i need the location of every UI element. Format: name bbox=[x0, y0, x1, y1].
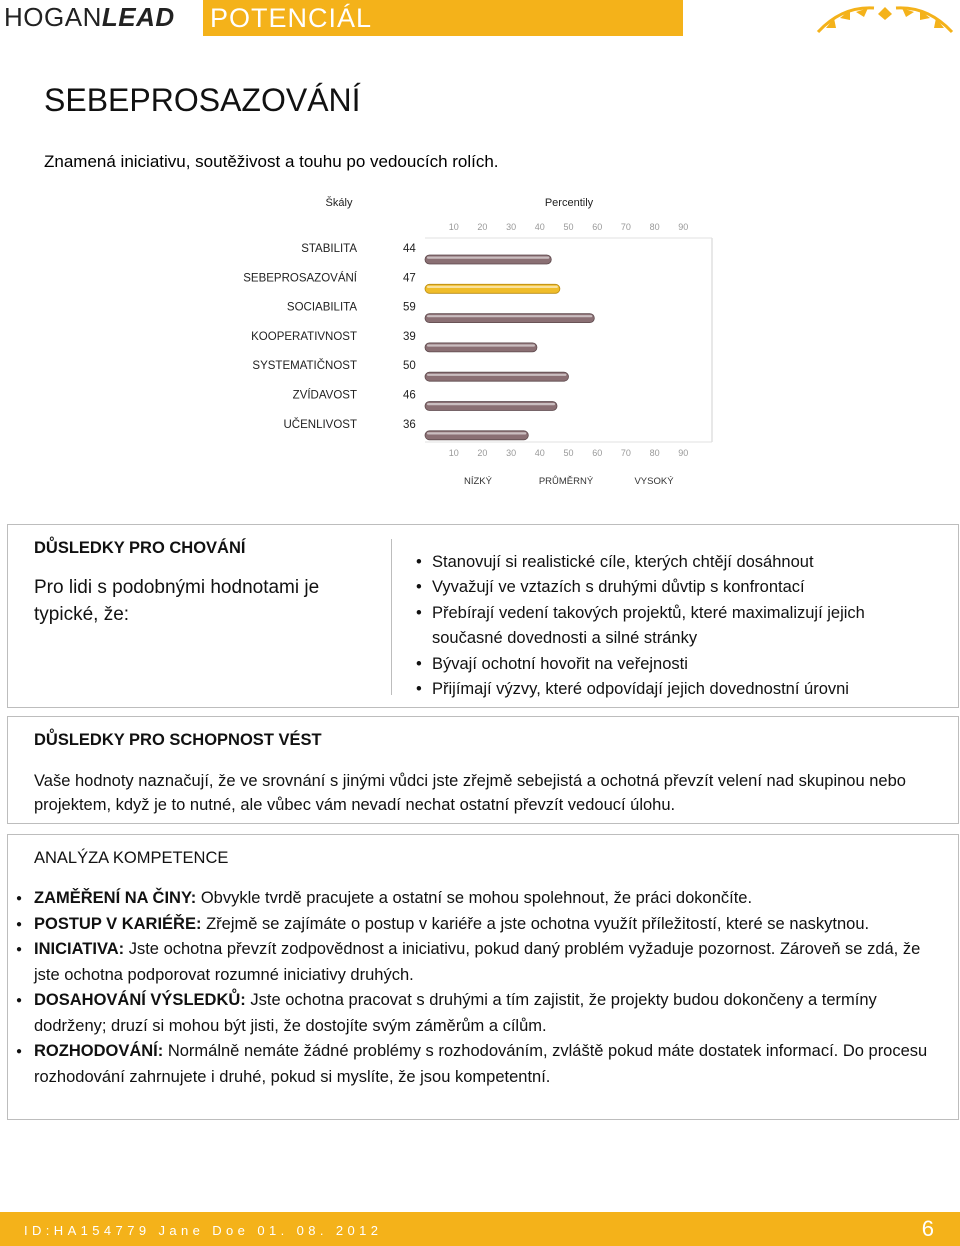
list-item bbox=[34, 912, 939, 938]
behavior-implications-box bbox=[7, 524, 959, 708]
tick-label: 50 bbox=[563, 222, 574, 232]
leadership-implications-box bbox=[7, 716, 959, 824]
percentiles-header: Percentily bbox=[544, 197, 594, 209]
percentile-chart bbox=[0, 188, 960, 488]
band-label: PRŮMĚRNÝ bbox=[538, 476, 594, 487]
brand-suffix: LEAD bbox=[101, 2, 175, 32]
tick-label: 20 bbox=[477, 448, 488, 458]
band-label: VYSOKÝ bbox=[634, 476, 674, 487]
bar bbox=[425, 402, 557, 411]
bar-highlight bbox=[427, 257, 549, 259]
tick-label: 10 bbox=[448, 222, 459, 232]
list-item: • Vyvažují ve vztazích s druhými důvtip s konfrontací bbox=[416, 575, 936, 600]
list-item bbox=[34, 988, 939, 1039]
tick-label: 80 bbox=[649, 448, 660, 458]
leadership-heading: DŮSLEDKY PRO SCHOPNOST VÉST bbox=[34, 731, 322, 749]
bar bbox=[425, 314, 594, 323]
scale-value: 59 bbox=[403, 301, 416, 314]
scale-value: 44 bbox=[403, 243, 416, 255]
competency-label: ROZHODOVÁNÍ: bbox=[34, 1042, 164, 1060]
list-item: • Přijímají výzvy, které odpovídají jejich dovednostní úrovni bbox=[416, 677, 936, 702]
scale-label: SOCIABILITA bbox=[286, 301, 357, 314]
list-item: • Stanovují si realistické cíle, kterých chtějí dosáhnout bbox=[416, 550, 936, 575]
page-number: 6 bbox=[921, 1216, 934, 1241]
competency-analysis-box bbox=[7, 834, 959, 1120]
bar-highlight bbox=[427, 344, 535, 346]
tick-label: 30 bbox=[506, 222, 517, 232]
laurel-logo-icon bbox=[812, 2, 958, 38]
competency-text: Jste ochotna převzít zodpovědnost a iniciativu, pokud daný problém vyžaduje pozornost. Zároveň se zdá, že jste ochotna podporovat rozumné iniciativy druhých. bbox=[34, 940, 921, 984]
competency-heading: ANALÝZA KOMPETENCE bbox=[34, 849, 229, 867]
tick-label: 80 bbox=[649, 222, 660, 232]
behavior-heading: DŮSLEDKY PRO CHOVÁNÍ bbox=[34, 539, 246, 557]
scale-value: 39 bbox=[403, 330, 416, 343]
scale-label: SYSTEMATIČNOST bbox=[252, 360, 357, 373]
scale-label: ZVÍDAVOST bbox=[292, 389, 357, 402]
list-item: • Bývají ochotní hovořit na veřejnosti bbox=[416, 652, 936, 677]
page-title: SEBEPROSAZOVÁNÍ bbox=[44, 82, 361, 118]
tick-label: 10 bbox=[448, 448, 459, 458]
footer-id: ID:HA154779 Jane Doe 01. 08. 2012 bbox=[24, 1223, 383, 1238]
brand-wordmark bbox=[4, 2, 175, 33]
scale-value: 46 bbox=[403, 389, 416, 402]
competency-text: Normálně nemáte žádné problémy s rozhodováním, zvláště pokud máte dostatek informací. Do procesu rozhodování zahrnujete i druhé, pokud si myslíte, že jsou kompetentní. bbox=[34, 1042, 928, 1086]
behavior-intro-text: Pro lidi s podobnými hodnotami je typické, že: bbox=[34, 577, 320, 625]
bar-highlight bbox=[427, 374, 567, 376]
bar-highlight bbox=[427, 286, 558, 288]
tick-label: 40 bbox=[534, 448, 545, 458]
scale-value: 36 bbox=[403, 418, 416, 431]
bar bbox=[425, 284, 560, 293]
report-name-bar bbox=[203, 0, 683, 36]
tick-label: 90 bbox=[678, 448, 689, 458]
bar-highlight bbox=[427, 432, 526, 434]
scale-value: 47 bbox=[403, 272, 416, 285]
competency-label: ZAMĚŘENÍ NA ČINY: bbox=[34, 889, 197, 907]
scale-description: Znamená iniciativu, soutěživost a touhu po vedoucích rolích. bbox=[44, 152, 499, 171]
scale-label: UČENLIVOST bbox=[283, 418, 357, 431]
bar bbox=[425, 255, 551, 264]
scale-label: KOOPERATIVNOST bbox=[251, 330, 357, 343]
scale-label: STABILITA bbox=[301, 243, 357, 255]
bar bbox=[425, 343, 537, 352]
competency-list bbox=[34, 886, 939, 1090]
competency-label: INICIATIVA: bbox=[34, 940, 125, 958]
tick-label: 70 bbox=[620, 222, 631, 232]
competency-label: POSTUP V KARIÉŘE: bbox=[34, 914, 202, 933]
tick-label: 60 bbox=[592, 448, 603, 458]
competency-text: Obvykle tvrdě pracujete a ostatní se mohou spolehnout, že práci dokončíte. bbox=[196, 889, 753, 907]
competency-text: Jste ochotna pracovat s druhými a tím zajistit, že projekty budou dokončeny a termíny dodrženy; druzí si mohou být jisti, že dostojíte svým záměrům a cílům. bbox=[34, 991, 877, 1035]
bar-highlight bbox=[427, 403, 555, 405]
behavior-intro bbox=[34, 539, 364, 628]
scales-header: Škály bbox=[325, 197, 353, 209]
scale-value: 50 bbox=[403, 360, 416, 373]
bar-highlight bbox=[427, 315, 592, 317]
bar bbox=[425, 372, 569, 381]
band-label: NÍZKÝ bbox=[464, 476, 492, 487]
report-name: POTENCIÁL bbox=[210, 3, 373, 33]
tick-label: 20 bbox=[477, 222, 488, 232]
competency-label: DOSAHOVÁNÍ VÝSLEDKŮ: bbox=[34, 991, 246, 1009]
tick-label: 60 bbox=[592, 222, 603, 232]
scale-label: SEBEPROSAZOVÁNÍ bbox=[243, 272, 357, 285]
list-item bbox=[34, 886, 939, 912]
report-footer bbox=[0, 1212, 960, 1246]
list-item: • Přebírají vedení takových projektů, které maximalizují jejich současné dovednosti a silné stránky bbox=[416, 601, 936, 652]
tick-label: 40 bbox=[534, 222, 545, 232]
bar bbox=[425, 431, 528, 440]
list-item bbox=[34, 937, 939, 988]
behavior-list bbox=[416, 550, 936, 702]
tick-label: 90 bbox=[678, 222, 689, 232]
divider bbox=[391, 539, 392, 695]
tick-label: 30 bbox=[506, 448, 517, 458]
competency-text: Zřejmě se zajímáte o postup v kariéře a jste ochotna využít příležitostí, které se naskytnou. bbox=[201, 914, 870, 933]
list-item bbox=[34, 1039, 939, 1090]
tick-label: 50 bbox=[563, 448, 574, 458]
tick-label: 70 bbox=[620, 448, 631, 458]
report-header bbox=[0, 0, 960, 38]
leadership-text: Vaše hodnoty naznačují, že ve srovnání s jinými vůdci jste zřejmě sebejistá a ochotná převzít velení nad skupinou nebo projektem, když je to nutné, ale vůbec vám nevadí nechat ostatní převzít vedoucí úlohu. bbox=[34, 772, 906, 814]
brand-prefix: HOGAN bbox=[4, 2, 102, 32]
